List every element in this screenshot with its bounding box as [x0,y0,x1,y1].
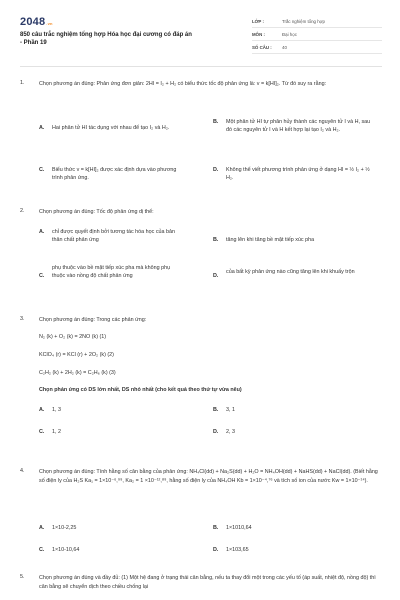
option-c[interactable] [39,166,199,186]
option-text: phụ thuộc vào bề mặt tiếp xúc pha mà không phụ thuộc vào nồng độ chất phản ứng [52,265,171,279]
option-letter: B. [213,237,219,243]
option-a[interactable] [39,228,199,248]
option-text: Không thể viết phương trình phản ứng ở dạng HI = ½ I₂ + ½ H₂. [226,167,370,181]
document-title: 850 câu trắc nghiệm tổng hợp Hóa học đại cương có đáp án - Phần 19 [20,32,192,46]
option-text: Biểu thức v = k[HI]₂ được xác định dựa vào phương trình phản ứng. [52,167,177,181]
option-b[interactable] [213,236,373,246]
question-number: 5. [20,574,25,580]
option-letter: D. [213,429,219,435]
option-a[interactable] [39,406,179,416]
meta-value: Đại học [282,31,297,37]
question-number: 1. [20,80,25,86]
question-3 [20,316,380,456]
question-number: 2. [20,208,25,214]
question-stem: Chọn phương án đúng: Phản ứng đơn giản: 2HI = I₂ + H₂ có biểu thức tốc độ phản ứng là: v = k[HI]₂. Từ đó suy ra rằng: [39,81,327,87]
question-stem: Chọn phương án đúng và đầy đủ: (1) Một hệ đang ở trạng thái cân bằng, nếu ta thay đổi một trong các yếu tố (áp suất, nhiệt độ, nồng độ) thì cân bằng sẽ chuyển dịch theo chiều chống lại [39,575,376,590]
meta-row-subject [252,28,382,41]
option-text: của bất kỳ phản ứng nào cũng tăng lên khi khuấy trộn [226,269,355,275]
meta-value: Trắc nghiệm tổng hợp [282,18,325,24]
question-number: 3. [20,316,25,322]
option-d[interactable] [213,268,373,288]
site-logo[interactable] [20,16,53,28]
question-1 [20,80,380,190]
equation-3: C₂H₂ (k) + 2H₂ (k) = C₂H₆ (k) (3) [39,370,116,376]
meta-row-count [252,41,382,54]
option-letter: B. [213,525,219,531]
option-text: 1×10-2,25 [52,525,77,531]
option-d[interactable] [213,166,373,186]
option-letter: D. [213,273,219,279]
question-4 [20,468,380,568]
question-instruction: Chọn phản ứng có DS lớn nhất, DS nhỏ nhất (cho kết quả theo thứ tự vừa nêu) [39,387,242,393]
meta-key: LỚP : [252,18,264,24]
option-letter: A. [39,525,45,531]
option-letter: C. [39,273,45,279]
option-letter: A. [39,229,45,235]
option-letter: D. [213,167,219,173]
meta-key: SỐ CÂU : [252,44,272,50]
meta-table [252,15,382,54]
option-letter: D. [213,547,219,553]
logo-suffix: .vn [46,21,53,26]
header-divider [20,66,382,67]
option-b[interactable] [213,118,373,148]
option-d[interactable] [213,546,353,556]
question-5 [20,574,380,600]
equation-1: N₂ (k) + O₂ (k) = 2NO (k) (1) [39,334,107,340]
option-letter: A. [39,407,45,413]
option-text: 2, 3 [226,429,235,435]
option-letter: C. [39,167,45,173]
option-d[interactable] [213,428,353,438]
option-letter: B. [213,407,219,413]
meta-key: MÔN : [252,31,265,37]
option-text: 3, 1 [226,407,235,413]
question-stem: Chọn phương án đúng: Tốc độ phản ứng dị thể: [39,209,154,215]
option-text: tăng lên khi tăng bề mặt tiếp xúc pha [226,237,315,243]
option-a[interactable] [39,124,179,150]
option-letter: A. [39,125,45,131]
option-text: 1, 2 [52,429,61,435]
option-text: Hai phân tử HI tác dụng với nhau để tạo I₂ và H₂. [52,125,170,131]
option-letter: B. [213,119,219,125]
option-text: 1, 3 [52,407,61,413]
option-c[interactable] [39,428,179,438]
option-text: Một phân tử HI tự phân hủy thành các nguyên tử I và H, sau đó các nguyên tử I và H kết hợp lại tạo I₂ và H₂. [226,119,371,133]
option-text: 1×103,65 [226,547,249,553]
meta-value: 40 [282,44,287,50]
question-2 [20,208,380,298]
option-letter: C. [39,547,45,553]
option-text: 1×10-10,64 [52,547,80,553]
question-stem: Chọn phương án đúng: Trong các phản ứng: [39,317,147,323]
question-stem: Chọn phương án đúng: Tính hằng số cân bằng của phản ứng: NH₄Cl(dd) + Na₂S(dd) + H₂O = NH₄OH(dd) + NaHS(dd) + NaCl(dd). (Biết hằng số điện ly của H₂S Ka₁ = 1×10⁻⁶,⁹⁹, Ka₂ = 1 ×10⁻¹²,⁸⁹, hằng số điện ly của NH₄OH Kb = 1×10⁻⁴,⁷⁶ và tích số ion của nước Kw = 1×10⁻¹⁴). [39,469,378,484]
option-text: chỉ được quyết định bởi tương tác hóa học của bản thân chất phản ứng [52,229,176,243]
question-number: 4. [20,468,25,474]
option-letter: C. [39,429,45,435]
logo-text: 2048 [20,16,46,28]
equation-2: KClO₄ (r) = KCl (r) + 2O₂ (k) (2) [39,352,114,358]
option-b[interactable] [213,524,353,534]
option-c[interactable] [39,546,179,556]
meta-row-class [252,15,382,28]
option-c[interactable] [39,264,199,290]
document-header [20,14,382,58]
option-text: 1×1010,64 [226,525,252,531]
option-b[interactable] [213,406,353,416]
option-a[interactable] [39,524,179,534]
